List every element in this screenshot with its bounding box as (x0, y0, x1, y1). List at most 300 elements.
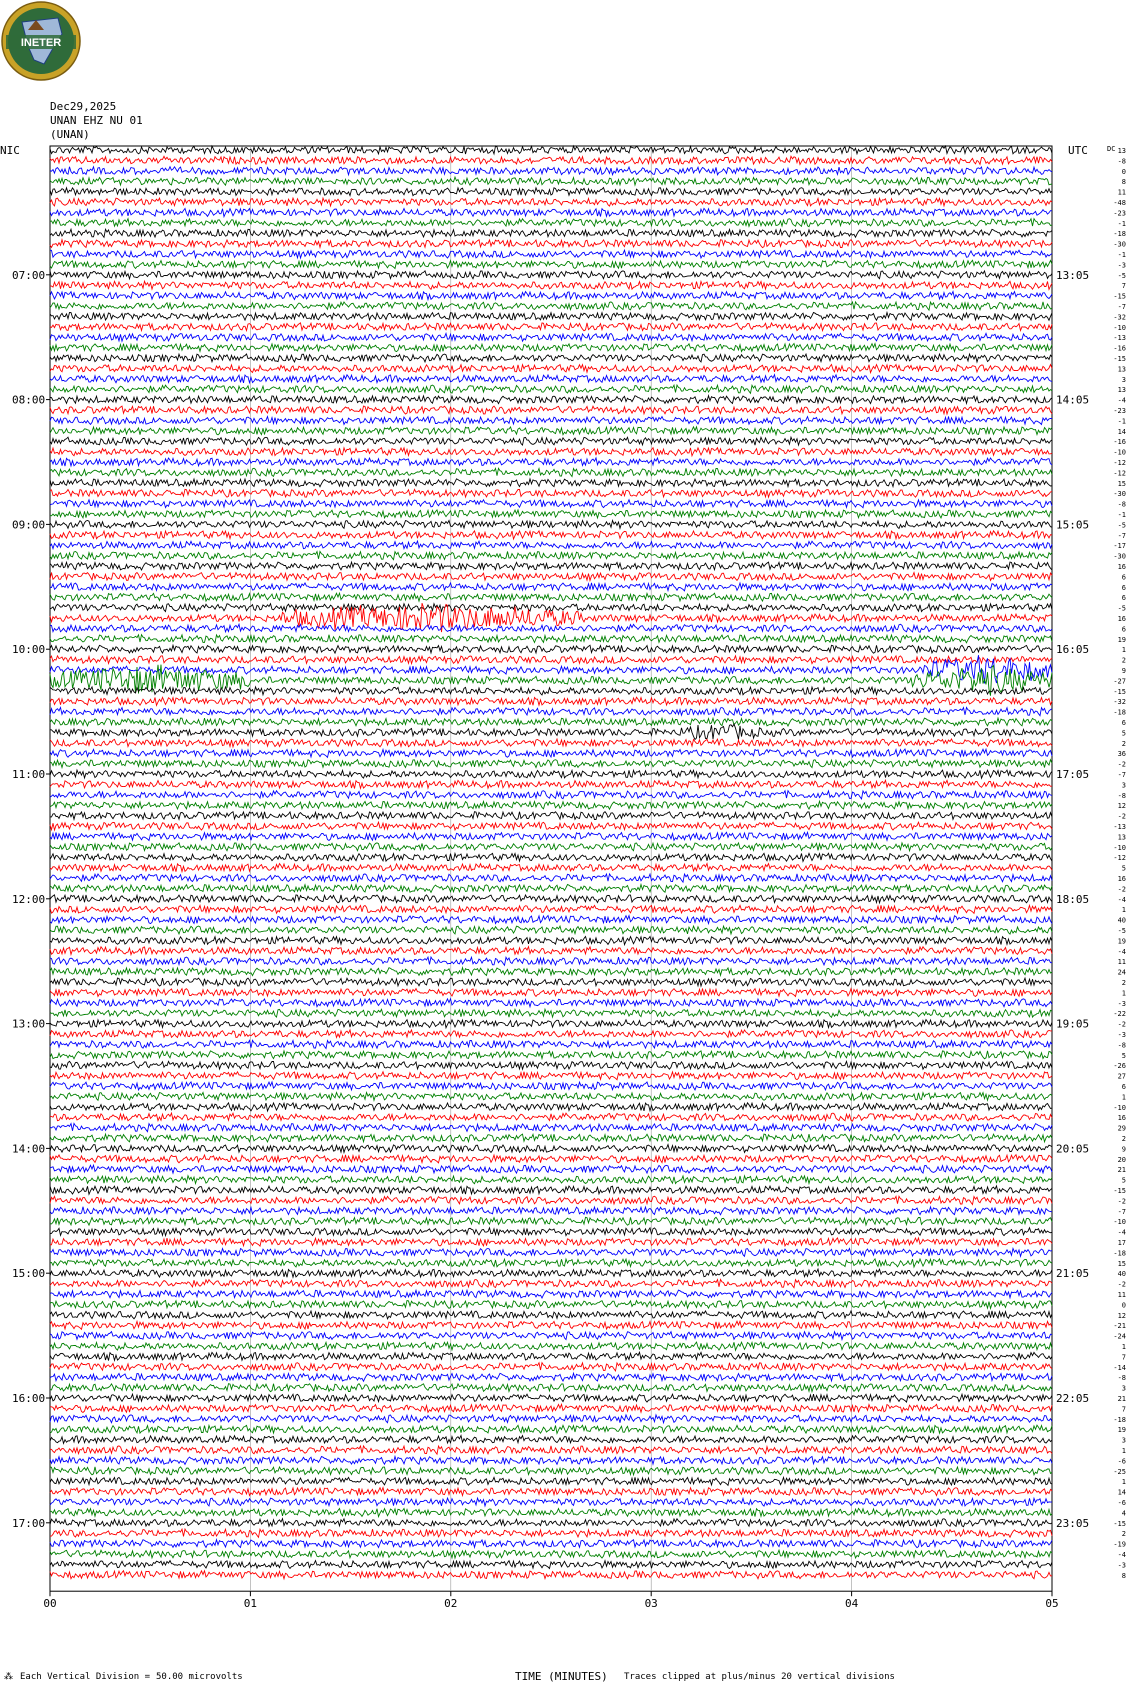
seismic-trace (50, 375, 1052, 383)
dc-offset-label: -48 (1113, 199, 1126, 207)
left-hour-label: 10:00 (12, 643, 46, 657)
dc-offset-label: -3 (1117, 1561, 1126, 1570)
seismic-trace (50, 1550, 1052, 1558)
dc-offset-label: 5 (1121, 1051, 1126, 1060)
seismic-trace (50, 1311, 1052, 1319)
dc-offset-label: -15 (1113, 292, 1126, 301)
seismic-trace (50, 271, 1052, 279)
dc-offset-label: -27 (1113, 677, 1126, 686)
seismic-trace (50, 1529, 1052, 1537)
dc-offset-label: 4 (1121, 1509, 1126, 1518)
dc-offset-label: -4 (1117, 895, 1126, 904)
seismic-trace (50, 365, 1052, 373)
dc-offset-label: 1 (1121, 1478, 1126, 1487)
dc-offset-label: -10 (1113, 323, 1126, 332)
dc-offset-label: -4 (1117, 947, 1126, 956)
dc-offset-label: 13 (1117, 365, 1126, 374)
dc-offset-label: -30 (1113, 490, 1126, 499)
seismic-trace (50, 219, 1052, 227)
dc-offset-label: -16 (1113, 438, 1126, 447)
dc-offset-label: 11 (1117, 958, 1126, 967)
dc-offset-label: -30 (1113, 552, 1126, 561)
dc-offset-label: -1 (1117, 417, 1126, 426)
left-hour-label: 08:00 (12, 393, 46, 407)
dc-offset-label: -16 (1113, 344, 1126, 353)
seismic-trace (50, 333, 1052, 341)
dc-offset-label: -13 (1113, 334, 1126, 343)
dc-offset-label: -5 (1117, 521, 1126, 530)
dc-offset-label: -14 (1113, 1363, 1126, 1372)
dc-offset-label: 6 (1121, 1083, 1126, 1091)
seismic-trace (50, 1363, 1052, 1371)
seismic-trace (50, 1404, 1052, 1412)
seismic-trace (50, 593, 1052, 601)
seismic-trace (50, 1228, 1052, 1236)
dc-offset-label: -30 (1113, 240, 1126, 249)
seismic-trace (50, 260, 1052, 268)
dc-offset-label: 19 (1117, 1426, 1126, 1435)
seismic-trace (50, 1165, 1052, 1173)
seismic-trace (50, 822, 1052, 830)
dc-offset-label: -8 (1117, 1041, 1126, 1050)
dc-offset-label: 6 (1121, 573, 1126, 582)
seismic-trace (50, 229, 1052, 237)
dc-offset-label: -4 (1117, 396, 1126, 405)
dc-offset-label: -18 (1113, 1249, 1126, 1258)
dc-offset-label: 36 (1117, 750, 1126, 759)
left-hour-label: 11:00 (12, 768, 46, 781)
dc-offset-label: -15 (1113, 355, 1126, 363)
dc-offset-label: -7 (1117, 303, 1126, 311)
dc-offset-label: 8 (1121, 178, 1126, 187)
seismic-trace (50, 344, 1052, 352)
dc-offset-label: 14 (1117, 1488, 1126, 1497)
seismic-trace (50, 853, 1052, 861)
seismic-trace (50, 624, 1052, 632)
dc-offset-label: -10 (1113, 1218, 1126, 1227)
dc-offset-label: 13 (1117, 833, 1126, 842)
seismic-trace (50, 396, 1052, 404)
seismic-trace (50, 198, 1052, 206)
seismic-trace (50, 479, 1052, 487)
dc-offset-label: -2 (1117, 1020, 1126, 1029)
dc-offset-label: -23 (1113, 209, 1126, 218)
dc-offset-label: -15 (1113, 687, 1126, 696)
dc-offset-label: 15 (1117, 479, 1126, 488)
dc-offset-label: -32 (1113, 313, 1126, 322)
seismic-trace (50, 240, 1052, 248)
seismic-trace (50, 417, 1052, 425)
dc-offset-label: 1 (1121, 906, 1126, 915)
seismic-trace (50, 656, 1052, 664)
x-tick-label: 05 (1045, 1597, 1059, 1611)
dc-offset-label: 1 (1121, 1343, 1126, 1351)
right-hour-label: 15:05 (1056, 518, 1090, 532)
seismic-trace (50, 489, 1052, 497)
seismic-trace (50, 770, 1052, 778)
dc-offset-label: 6 (1121, 625, 1126, 634)
dc-offset-label: -5 (1117, 927, 1126, 935)
dc-offset-label: -24 (1113, 1332, 1126, 1341)
seismic-trace (50, 760, 1052, 768)
dc-offset-label: -21 (1113, 1322, 1126, 1331)
seismic-trace (50, 801, 1052, 809)
seismic-trace (50, 1009, 1052, 1017)
dc-offset-label: 3 (1121, 1384, 1126, 1393)
right-hour-label: 22:05 (1056, 1392, 1090, 1405)
seismic-trace (50, 1248, 1052, 1256)
seismic-trace (50, 1186, 1052, 1194)
seismic-trace (50, 1457, 1052, 1465)
seismic-trace (50, 1051, 1052, 1059)
dc-offset-label: 14 (1117, 427, 1126, 436)
dc-offset-label: -32 (1113, 698, 1126, 707)
dc-offset-label: -3 (1117, 261, 1126, 270)
dc-offset-label: -22 (1113, 1010, 1126, 1019)
left-hour-label: 09:00 (12, 518, 46, 532)
dc-offset-label: -18 (1113, 1415, 1126, 1424)
dc-offset-label: -2 (1117, 1280, 1126, 1289)
seismic-trace (50, 521, 1052, 529)
dc-offset-label: 1 (1121, 1093, 1126, 1102)
dc-offset-label: -23 (1113, 407, 1126, 415)
dc-offset-label: 9 (1121, 1145, 1126, 1154)
dc-offset-label: -7 (1117, 1207, 1126, 1216)
dc-offset-label: -8 (1117, 500, 1126, 509)
dc-offset-label: -5 (1117, 604, 1126, 613)
seismic-trace (50, 573, 1052, 581)
dc-offset-label: -3 (1117, 999, 1126, 1008)
dc-offset-label: 13 (1117, 386, 1126, 395)
dc-label: DC (1107, 145, 1116, 153)
dc-offset-label: 21 (1117, 1166, 1126, 1175)
seismic-trace (50, 406, 1052, 414)
dc-offset-label: 2 (1121, 979, 1126, 987)
dc-offset-label: 13 (1117, 147, 1126, 155)
seismic-trace (50, 708, 1052, 716)
seismic-trace (50, 250, 1052, 258)
seismic-trace (50, 1113, 1052, 1121)
left-hour-label: 14:00 (12, 1142, 46, 1156)
dc-offset-label: -17 (1113, 542, 1126, 551)
x-tick-label: 03 (644, 1597, 658, 1611)
dc-offset-label: -12 (1113, 854, 1126, 863)
seismic-trace (50, 947, 1052, 955)
seismic-trace (50, 905, 1052, 913)
dc-offset-label: 7 (1121, 1405, 1126, 1414)
seismic-trace (50, 1342, 1052, 1350)
dc-offset-label: 16 (1117, 615, 1126, 623)
left-hour-label: 16:00 (12, 1392, 46, 1405)
left-hour-label: 17:00 (12, 1516, 46, 1530)
dc-offset-label: -13 (1113, 823, 1126, 831)
footer-scale-text: Each Vertical Division = (20, 1672, 151, 1682)
dc-offset-label: 2 (1121, 1135, 1126, 1143)
seismic-trace (50, 323, 1052, 331)
seismic-trace (50, 864, 1052, 872)
seismic-trace (50, 1134, 1052, 1142)
right-hour-label: 17:05 (1056, 768, 1090, 781)
dc-offset-label: -8 (1117, 791, 1126, 800)
left-hour-label: 13:00 (12, 1017, 46, 1031)
dc-offset-label: 27 (1117, 1072, 1126, 1081)
seismic-trace (50, 1394, 1052, 1402)
seismic-trace (50, 645, 1052, 653)
dc-offset-label: 1 (1121, 989, 1126, 998)
dc-offset-label: 6 (1121, 719, 1126, 727)
seismic-trace (50, 780, 1052, 788)
seismic-trace (50, 832, 1052, 840)
header-network: (UNAN) (50, 128, 90, 141)
dc-offset-label: 20 (1117, 1155, 1126, 1164)
seismic-trace (50, 1540, 1052, 1548)
seismic-trace (50, 989, 1052, 997)
seismic-trace (50, 1446, 1052, 1454)
seismic-trace (50, 437, 1052, 445)
seismic-trace (50, 697, 1052, 705)
dc-offset-label: -12 (1113, 459, 1126, 467)
seismic-trace (50, 385, 1052, 393)
seismic-trace (50, 188, 1052, 196)
seismic-trace (50, 1384, 1052, 1392)
dc-offset-label: 0 (1121, 1301, 1126, 1310)
seismic-trace (50, 1508, 1052, 1516)
dc-offset-label: 16 (1117, 875, 1126, 883)
dc-offset-label: 24 (1117, 968, 1126, 977)
dc-offset-label: -6 (1117, 1457, 1126, 1466)
dc-offset-label: 17 (1117, 1239, 1126, 1247)
dc-offset-label: 40 (1117, 916, 1126, 925)
x-tick-label: 01 (243, 1597, 258, 1611)
seismic-trace (50, 1561, 1052, 1569)
seismic-trace (50, 1280, 1052, 1288)
seismic-trace (50, 1519, 1052, 1527)
dc-offset-label: 16 (1117, 563, 1126, 571)
dc-offset-label: -8 (1117, 1374, 1126, 1383)
header-station: UNAN EHZ NU 01 (50, 114, 143, 127)
seismic-trace (50, 968, 1052, 976)
right-hour-label: 13:05 (1056, 268, 1090, 282)
dc-offset-label: -2 (1117, 885, 1126, 894)
seismic-trace (50, 635, 1052, 643)
seismic-trace (50, 1155, 1052, 1163)
seismic-trace (50, 718, 1052, 726)
seismic-trace (50, 1082, 1052, 1090)
seismic-trace (50, 208, 1052, 216)
dc-offset-label: 1 (1121, 646, 1126, 655)
dc-offset-label: -26 (1113, 1062, 1126, 1071)
seismic-trace (50, 1290, 1052, 1298)
dc-offset-label: -4 (1117, 1228, 1126, 1237)
seismic-trace (50, 1207, 1052, 1215)
seismic-trace (50, 843, 1052, 851)
seismic-trace (50, 427, 1052, 435)
dc-offset-label: -7 (1117, 771, 1126, 779)
seismic-trace (50, 1467, 1052, 1475)
dc-offset-label: 2 (1121, 656, 1126, 665)
seismic-trace (50, 937, 1052, 945)
seismic-trace (50, 1030, 1052, 1038)
seismic-trace (50, 156, 1052, 164)
dc-offset-label: 2 (1121, 1530, 1126, 1539)
dc-offset-label: 3 (1121, 1436, 1126, 1445)
dc-offset-label: -5 (1117, 271, 1126, 280)
seismic-trace (50, 1488, 1052, 1496)
x-tick-label: 02 (444, 1597, 458, 1611)
seismic-trace (50, 1332, 1052, 1340)
seismic-trace (50, 177, 1052, 185)
seismic-trace (50, 562, 1052, 570)
dc-offset-label: 0 (1121, 167, 1126, 176)
seismic-trace (50, 1072, 1052, 1080)
right-hour-label: 18:05 (1056, 892, 1090, 906)
seismic-trace (50, 1571, 1052, 1579)
dc-offset-label: -7 (1117, 531, 1126, 540)
seismic-trace (50, 916, 1052, 924)
dc-offset-label: -19 (1113, 1540, 1126, 1549)
seismic-trace (50, 1373, 1052, 1381)
seismic-trace (50, 458, 1052, 466)
dc-offset-label: 2 (1121, 739, 1126, 748)
dc-offset-label: -12 (1113, 469, 1126, 478)
right-hour-label: 21:05 (1056, 1267, 1090, 1281)
seismic-trace (50, 791, 1052, 799)
footer-scale-marker: ⁂ (4, 1672, 13, 1682)
seismic-trace (50, 1352, 1052, 1360)
right-hour-label: 16:05 (1056, 643, 1090, 657)
dc-offset-label: -10 (1113, 448, 1126, 457)
seismic-trace (50, 510, 1052, 518)
dc-offset-label: 19 (1117, 937, 1126, 946)
seismic-trace (50, 302, 1052, 310)
dc-offset-label: 15 (1117, 1259, 1126, 1268)
dc-offset-label: 9 (1121, 667, 1126, 675)
dc-offset-label: -2 (1117, 812, 1126, 821)
right-hour-label: 14:05 (1056, 393, 1090, 407)
seismic-trace (50, 1124, 1052, 1132)
seismic-trace (50, 999, 1052, 1007)
seismic-trace (50, 687, 1052, 695)
seismic-trace (50, 1020, 1052, 1028)
dc-offset-label: 19 (1117, 635, 1126, 644)
seismic-trace (50, 874, 1052, 882)
dc-offset-label: -8 (1117, 157, 1126, 166)
seismic-trace (50, 500, 1052, 508)
dc-offset-label: 5 (1121, 1176, 1126, 1185)
seismic-trace (50, 1269, 1052, 1277)
right-hour-label: 20:05 (1056, 1142, 1090, 1156)
seismic-trace (50, 739, 1052, 747)
dc-offset-label: -1 (1117, 251, 1126, 259)
footer-clip-note: Traces clipped at plus/minus 20 vertical divisions (624, 1672, 895, 1682)
seismic-trace (50, 531, 1052, 539)
seismic-trace (50, 1061, 1052, 1069)
dc-offset-label: -6 (1117, 1499, 1126, 1507)
dc-offset-label: -10 (1113, 1103, 1126, 1112)
left-hour-label: 07:00 (12, 268, 46, 282)
dc-offset-label: 1 (1121, 1447, 1126, 1455)
seismic-trace (50, 1176, 1052, 1184)
dc-offset-label: 3 (1121, 781, 1126, 790)
dc-offset-label: -1 (1117, 511, 1126, 519)
seismic-trace (50, 448, 1052, 456)
logo-text: INETER (20, 37, 62, 49)
seismic-trace (50, 541, 1052, 549)
seismic-trace (50, 1259, 1052, 1267)
seismic-trace (50, 1196, 1052, 1204)
dc-offset-label: -2 (1117, 760, 1126, 769)
dc-offset-label: -2 (1117, 1197, 1126, 1206)
seismic-trace (50, 978, 1052, 986)
seismic-trace (50, 926, 1052, 934)
dc-offset-label: 6 (1121, 583, 1126, 592)
seismic-trace (50, 281, 1052, 289)
seismic-trace (50, 895, 1052, 903)
seismic-trace (50, 749, 1052, 757)
dc-offset-label: 6 (1121, 594, 1126, 603)
seismic-trace (50, 354, 1052, 362)
dc-offset-label: 5 (1121, 729, 1126, 738)
seismic-trace (50, 167, 1052, 175)
seismic-trace (50, 1415, 1052, 1423)
dc-offset-label: 12 (1117, 802, 1126, 811)
seismic-trace (50, 552, 1052, 560)
seismic-trace (50, 1238, 1052, 1246)
dc-offset-label: 5 (1121, 864, 1126, 873)
dc-offset-label: -10 (1113, 843, 1126, 852)
right-hour-label: 23:05 (1056, 1516, 1090, 1530)
seismic-trace (50, 1425, 1052, 1433)
seismic-trace (50, 1477, 1052, 1485)
dc-offset-label: -15 (1113, 1187, 1126, 1195)
dc-offset-label: 12 (1117, 1311, 1126, 1320)
seismic-trace (50, 1301, 1052, 1309)
dc-offset-label: 7 (1121, 282, 1126, 291)
dc-offset-label: 29 (1117, 1124, 1126, 1133)
dc-offset-label: -1 (1117, 219, 1126, 228)
x-tick-label: 00 (43, 1597, 57, 1611)
dc-offset-label: 16 (1117, 1114, 1126, 1123)
x-axis-title: TIME (MINUTES) (515, 1670, 608, 1683)
seismic-trace (50, 1093, 1052, 1101)
seismic-trace (50, 1145, 1052, 1153)
dc-offset-label: -15 (1113, 1519, 1126, 1528)
left-hour-label: 12:00 (12, 892, 46, 906)
seismic-trace (50, 468, 1052, 476)
dc-offset-label: 3 (1121, 375, 1126, 384)
x-tick-label: 04 (844, 1597, 859, 1611)
seismic-trace (50, 1498, 1052, 1506)
seismic-trace (50, 957, 1052, 965)
seismic-trace (50, 1103, 1052, 1111)
dc-offset-label: 7 (1121, 1353, 1126, 1362)
seismic-trace (50, 1436, 1052, 1444)
right-hour-label: 19:05 (1056, 1017, 1090, 1031)
right-zone-label: UTC (1068, 144, 1088, 157)
left-hour-label: 15:00 (12, 1267, 46, 1281)
seismic-trace (50, 885, 1052, 893)
seismic-trace (50, 812, 1052, 820)
dc-offset-label: 21 (1117, 1395, 1126, 1403)
seismic-trace (50, 1321, 1052, 1329)
seismic-trace (50, 1217, 1052, 1225)
seismic-trace (50, 724, 1052, 739)
dc-offset-label: -18 (1113, 230, 1126, 239)
footer-scale-value: 50.00 microvolts (156, 1672, 243, 1682)
dc-offset-label: 11 (1117, 188, 1126, 197)
seismic-trace (50, 583, 1052, 591)
dc-offset-label: 8 (1121, 1571, 1126, 1580)
